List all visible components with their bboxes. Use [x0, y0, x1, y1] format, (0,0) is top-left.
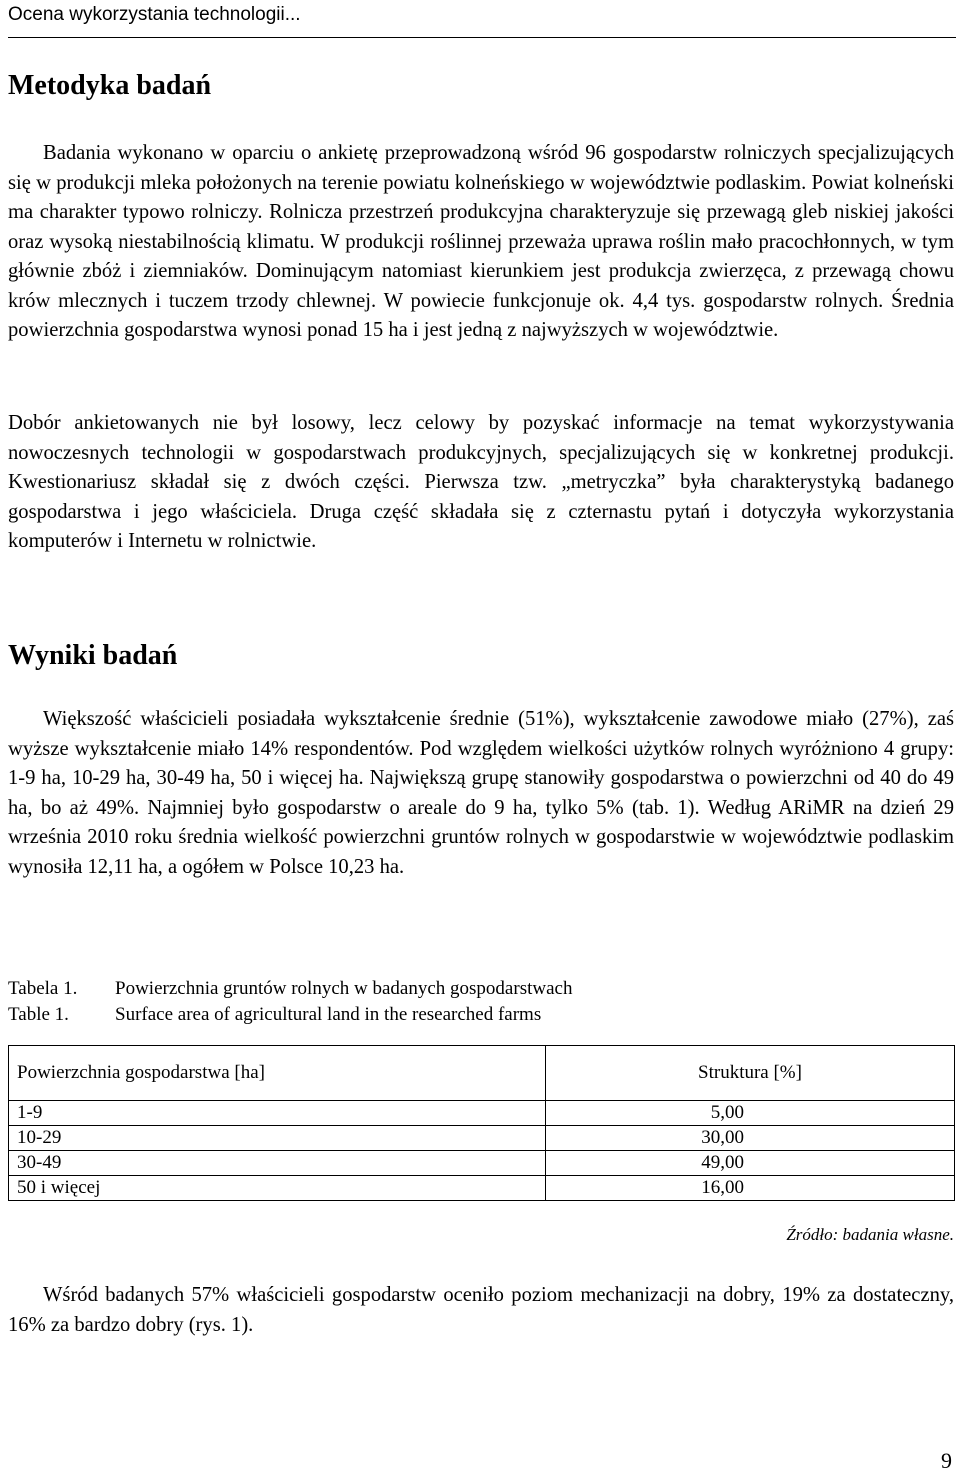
- farm-area-table: [8, 1045, 955, 1201]
- table-header-row: [9, 1046, 955, 1101]
- table-label-en: Table 1.: [8, 1004, 69, 1025]
- methodology-paragraph-2-text: Dobór ankietowanych nie był losowy, lecz celowy by pozyskać informacje na temat wykorzystywania nowoczesnych technologii w gospodarstwach produkcyjnych, specjalizujących się w konkretnej produkcji. Kwestionariusz składał się z dwóch części. Pierwsza tzw. „metryczka” była charakterystyką badanego gospodarstwa i jego właściciela. Druga część składała się z czternastu pytań i dotyczyła wykorzystania komputerów i Internetu w rolnictwie.: [8, 412, 954, 552]
- table-label-pl: Tabela 1.: [8, 978, 78, 999]
- table-row: [9, 1151, 955, 1176]
- section-heading-results: Wyniki badań: [8, 640, 178, 671]
- table-title-pl: Powierzchnia gruntów rolnych w badanych gospodarstwach: [115, 978, 573, 999]
- closing-paragraph-text: Wśród badanych 57% właścicieli gospodarstw oceniło poziom mechanizacji na dobry, 19% za dostateczny, 16% za bardzo dobry (rys. 1).: [8, 1284, 954, 1336]
- table-caption-en: [8, 1002, 541, 1028]
- table-source-note: Źródło: badania własne.: [786, 1225, 954, 1244]
- column-header-area: Powierzchnia gospodarstwa [ha]: [9, 1046, 546, 1101]
- methodology-paragraph-1-text: Badania wykonano w oparciu o ankietę przeprowadzoną wśród 96 gospodarstw rolniczych specjalizujących się w produkcji mleka położonych na terenie powiatu kolneńskiego w województwie podlaskim. Powiat kolneński ma charakter typowo rolniczy. Rolnicza przestrzeń produkcyjna charakteryzuje się przewagą gleb niskiej jakości oraz wysoką niestabilnością klimatu. W produkcji roślinnej przeważa uprawa roślin mało pracochłonnych, w tym głównie zbóż i ziemniaków. Dominującym natomiast kierunkiem jest produkcja zwierzęca, z przewagą chowu krów mlecznych i tuczem trzody chlewnej. W powiecie funkcjonuje ok. 4,4 tys. gospodarstw rolnych. Średnia powierzchnia gospodarstwa wynosi ponad 15 ha i jest jedną z najwyższych w województwie.: [8, 142, 954, 341]
- table-cell-area: 50 i więcej: [9, 1176, 546, 1201]
- table-row: [9, 1101, 955, 1126]
- methodology-paragraph-2: [8, 409, 954, 557]
- methodology-paragraph-1: [8, 139, 954, 346]
- table-caption-pl: [8, 976, 572, 1002]
- running-title: Ocena wykorzystania technologii...: [8, 4, 301, 25]
- table-title-en: Surface area of agricultural land in the researched farms: [115, 1004, 542, 1025]
- table-row: [9, 1176, 955, 1201]
- results-paragraph: [8, 705, 954, 882]
- table-cell-structure: 5,00: [546, 1101, 955, 1126]
- table-cell-structure: 49,00: [546, 1151, 955, 1176]
- table-cell-area: 30-49: [9, 1151, 546, 1176]
- table-cell-area: 1-9: [9, 1101, 546, 1126]
- closing-paragraph: [8, 1281, 954, 1340]
- results-paragraph-text: Większość właścicieli posiadała wykształcenie średnie (51%), wykształcenie zawodowe miało (27%), zaś wyższe wykształcenie miało 14% respondentów. Pod względem wielkości użytków rolnych wyróżniono 4 grupy: 1-9 ha, 10-29 ha, 30-49 ha, 50 i więcej ha. Największą grupę stanowiły gospodarstwa o powierzchni od 40 do 49 ha, bo aż 49%. Najmniej było gospodarstw o areale do 9 ha, tylko 5% (tab. 1). Według ARiMR na dzień 29 września 2010 roku średnia wielkość powierzchni gruntów rolnych w gospodarstwie w województwie podlaskim wynosiła 12,11 ha, a ogółem w Polsce 10,23 ha.: [8, 708, 954, 878]
- column-header-structure: Struktura [%]: [546, 1046, 955, 1101]
- header-rule: [8, 37, 956, 38]
- table-row: [9, 1126, 955, 1151]
- table-cell-structure: 30,00: [546, 1126, 955, 1151]
- page-number: 9: [941, 1448, 952, 1473]
- table-cell-area: 10-29: [9, 1126, 546, 1151]
- section-heading-methodology: Metodyka badań: [8, 70, 212, 101]
- table-cell-structure: 16,00: [546, 1176, 955, 1201]
